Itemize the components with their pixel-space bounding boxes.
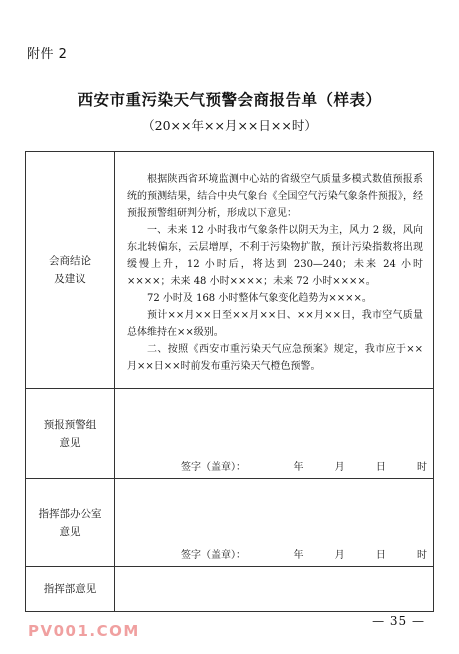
hq-office-opinion-cell[interactable] bbox=[115, 479, 434, 567]
date-hour-label: 时 bbox=[417, 550, 427, 561]
table-row-conclusion bbox=[26, 152, 434, 389]
attachment-label: 附件 2 bbox=[27, 47, 68, 62]
conclusion-paragraph: 二、按照《西安市重污染天气应急预案》规定，我市应于××月××日××时前发布重污染天气橙色预警。 bbox=[127, 344, 423, 372]
document-title: 西安市重污染天气预警会商报告单（样表） bbox=[77, 90, 382, 109]
document-date-subtitle: （20××年××月××日××时） bbox=[142, 118, 317, 133]
signature-label: 签字（盖章）： bbox=[181, 550, 246, 561]
signature-line bbox=[181, 546, 427, 561]
row-label-hq-office bbox=[26, 479, 115, 567]
date-month-label: 月 bbox=[334, 462, 345, 473]
signature-line bbox=[181, 458, 427, 473]
date-year-label: 年 bbox=[293, 550, 304, 561]
row-label-forecast-group bbox=[26, 389, 115, 479]
date-day-label: 日 bbox=[375, 550, 386, 561]
row-label-conclusion bbox=[26, 152, 115, 389]
row-label-line: 指挥部意见 bbox=[43, 583, 97, 595]
table-row-hq bbox=[26, 567, 434, 612]
page-number: — 35 — bbox=[372, 614, 425, 628]
row-label-line: 意见 bbox=[59, 525, 81, 538]
table-row-hq-office bbox=[26, 479, 434, 567]
watermark: PV001.COM bbox=[28, 622, 140, 640]
report-table bbox=[25, 151, 434, 612]
forecast-group-opinion-cell[interactable] bbox=[115, 389, 434, 479]
conclusion-paragraph: 根据陕西省环境监测中心站的省级空气质量多模式数值预报系统的预测结果，结合中央气象台《全国空气污染气象条件预报》，经预报预警组研判分析，形成以下意见： bbox=[127, 174, 423, 219]
date-year-label: 年 bbox=[293, 462, 304, 473]
row-label-line: 预报预警组 bbox=[43, 418, 97, 431]
row-label-line: 会商结论 bbox=[49, 255, 91, 267]
signature-date bbox=[265, 458, 427, 473]
date-day-label: 日 bbox=[375, 462, 386, 473]
date-hour-label: 时 bbox=[417, 462, 427, 473]
row-label-line: 指挥部办公室 bbox=[38, 507, 102, 520]
conclusion-paragraph: 一、未来 12 小时我市气象条件以阴天为主，风力 2 级，风向东北转偏东，云层增厚，不利于污染物扩散，预计污染指数将出现缓慢上升，12 小时后，将达到 230—240；未来 24 小时××××；未来 48 小时××××；未来 72 小时××××。 bbox=[127, 225, 423, 287]
row-label-line: 及建议 bbox=[54, 273, 86, 285]
row-label-hq bbox=[26, 567, 115, 612]
conclusion-paragraph: 72 小时及 168 小时整体气象变化趋势为××××。 bbox=[147, 293, 372, 304]
signature-date bbox=[265, 546, 427, 561]
row-label-line: 意见 bbox=[59, 436, 81, 449]
date-month-label: 月 bbox=[334, 550, 345, 561]
hq-opinion-cell[interactable] bbox=[115, 567, 434, 612]
conclusion-content bbox=[115, 152, 434, 389]
table-row-forecast-group bbox=[26, 389, 434, 479]
signature-label: 签字（盖章）： bbox=[181, 462, 246, 473]
conclusion-paragraph: 预计××月××日至××月××日、××月××日，我市空气质量总体维持在××级别。 bbox=[127, 310, 423, 338]
